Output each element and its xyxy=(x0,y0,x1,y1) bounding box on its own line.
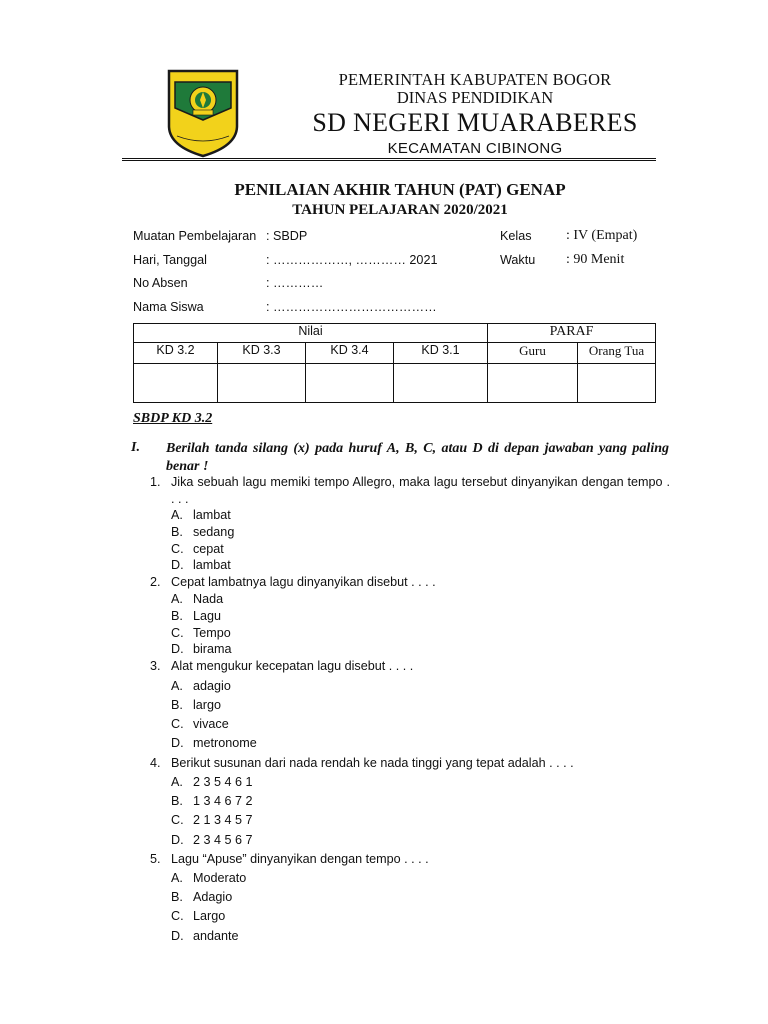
option-letter[interactable]: C. xyxy=(171,542,184,556)
paraf-header: PARAF xyxy=(488,324,656,343)
instruction-number: I. xyxy=(131,440,140,455)
question-number: 2. xyxy=(150,575,161,589)
option-text: sedang xyxy=(193,525,235,539)
academic-year: TAHUN PELAJARAN 2020/2021 xyxy=(292,202,508,218)
question-text: Alat mengukur kecepatan lagu disebut . . . . xyxy=(171,659,414,673)
option-letter[interactable]: B. xyxy=(171,794,183,808)
score-cell[interactable] xyxy=(218,364,306,403)
option-text: largo xyxy=(193,698,222,712)
exam-title: PENILAIAN AKHIR TAHUN (PAT) GENAP xyxy=(234,180,566,199)
option-letter[interactable]: B. xyxy=(171,609,183,623)
kabupaten-bogor-emblem-icon xyxy=(163,68,243,158)
waktu-label: Waktu xyxy=(500,253,536,267)
hari-label: Hari, Tanggal xyxy=(133,253,207,267)
option-text: 1 3 4 6 7 2 xyxy=(193,794,253,808)
question-text: Jika sebuah lagu memiki tempo Allegro, maka lagu tersebut dinyanyikan dengan tempo . . . . xyxy=(171,475,670,506)
option-text: cepat xyxy=(193,542,224,556)
option-text: adagio xyxy=(193,679,231,693)
option-text: 2 3 5 4 6 1 xyxy=(193,775,253,789)
score-cell[interactable] xyxy=(394,364,488,403)
option-text: lambat xyxy=(193,558,231,572)
option-letter[interactable]: C. xyxy=(171,909,184,923)
score-table xyxy=(133,323,656,403)
question-number: 5. xyxy=(150,852,161,866)
nilai-header: Nilai xyxy=(134,324,488,343)
signature-cell[interactable] xyxy=(488,364,578,403)
option-letter[interactable]: D. xyxy=(171,736,184,750)
hari-value: : ………………, ………… 2021 xyxy=(266,253,438,267)
muatan-value: : SBDP xyxy=(266,229,308,243)
kd-header: KD 3.2 xyxy=(134,343,218,364)
question-text: Berikut susunan dari nada rendah ke nada tinggi yang tepat adalah . . . . xyxy=(171,756,574,770)
kelas-value: : IV (Empat) xyxy=(566,228,638,243)
muatan-label: Muatan Pembelajaran xyxy=(133,229,257,243)
question-number: 4. xyxy=(150,756,161,770)
kelas-label: Kelas xyxy=(500,229,532,243)
question-number: 1. xyxy=(150,475,161,489)
option-letter[interactable]: C. xyxy=(171,813,184,827)
option-text: Moderato xyxy=(193,871,247,885)
option-text: birama xyxy=(193,642,232,656)
option-text: Largo xyxy=(193,909,226,923)
score-cell[interactable] xyxy=(134,364,218,403)
government-name: PEMERINTAH KABUPATEN BOGOR xyxy=(338,70,612,89)
section-heading: SBDP KD 3.2 xyxy=(133,411,213,426)
option-text: Tempo xyxy=(193,626,231,640)
option-letter[interactable]: C. xyxy=(171,626,184,640)
option-text: 2 3 4 5 6 7 xyxy=(193,833,253,847)
kd-header: KD 3.4 xyxy=(306,343,394,364)
option-letter[interactable]: A. xyxy=(171,871,183,885)
header-divider-double xyxy=(122,160,656,161)
option-text: Nada xyxy=(193,592,224,606)
option-text: 2 1 3 4 5 7 xyxy=(193,813,253,827)
question-text: Cepat lambatnya lagu dinyanyikan disebut . . . . xyxy=(171,575,436,589)
header-divider xyxy=(122,158,656,159)
nama-value: : ………………………………… xyxy=(266,300,437,314)
option-letter[interactable]: D. xyxy=(171,642,184,656)
orang-tua-header: Orang Tua xyxy=(578,343,656,364)
school-name: SD NEGERI MUARABERES xyxy=(312,108,638,137)
option-text: metronome xyxy=(193,736,257,750)
instruction-text: Berilah tanda silang (x) pada huruf A, B, C, atau D di depan jawaban yang paling benar ! xyxy=(166,441,669,474)
guru-header: Guru xyxy=(488,343,578,364)
option-text: vivace xyxy=(193,717,229,731)
option-letter[interactable]: B. xyxy=(171,698,183,712)
absen-label: No Absen xyxy=(133,276,188,290)
option-letter[interactable]: A. xyxy=(171,679,183,693)
option-letter[interactable]: D. xyxy=(171,558,184,572)
option-letter[interactable]: D. xyxy=(171,833,184,847)
option-letter[interactable]: B. xyxy=(171,525,183,539)
question-number: 3. xyxy=(150,659,161,673)
department-name: DINAS PENDIDIKAN xyxy=(396,88,554,107)
question-text: Lagu “Apuse” dinyanyikan dengan tempo . . . . xyxy=(171,852,429,866)
nama-label: Nama Siswa xyxy=(133,300,204,314)
option-text: Adagio xyxy=(193,890,233,904)
option-letter[interactable]: D. xyxy=(171,929,184,943)
option-letter[interactable]: A. xyxy=(171,592,183,606)
district-name: KECAMATAN CIBINONG xyxy=(387,140,563,157)
option-letter[interactable]: C. xyxy=(171,717,184,731)
option-letter[interactable]: B. xyxy=(171,890,183,904)
option-letter[interactable]: A. xyxy=(171,508,183,522)
kd-header: KD 3.3 xyxy=(218,343,306,364)
absen-value: : ………… xyxy=(266,276,324,290)
signature-cell[interactable] xyxy=(578,364,656,403)
option-text: lambat xyxy=(193,508,231,522)
kd-header: KD 3.1 xyxy=(394,343,488,364)
option-text: Lagu xyxy=(193,609,222,623)
option-text: andante xyxy=(193,929,239,943)
score-cell[interactable] xyxy=(306,364,394,403)
waktu-value: : 90 Menit xyxy=(566,252,625,267)
option-letter[interactable]: A. xyxy=(171,775,183,789)
